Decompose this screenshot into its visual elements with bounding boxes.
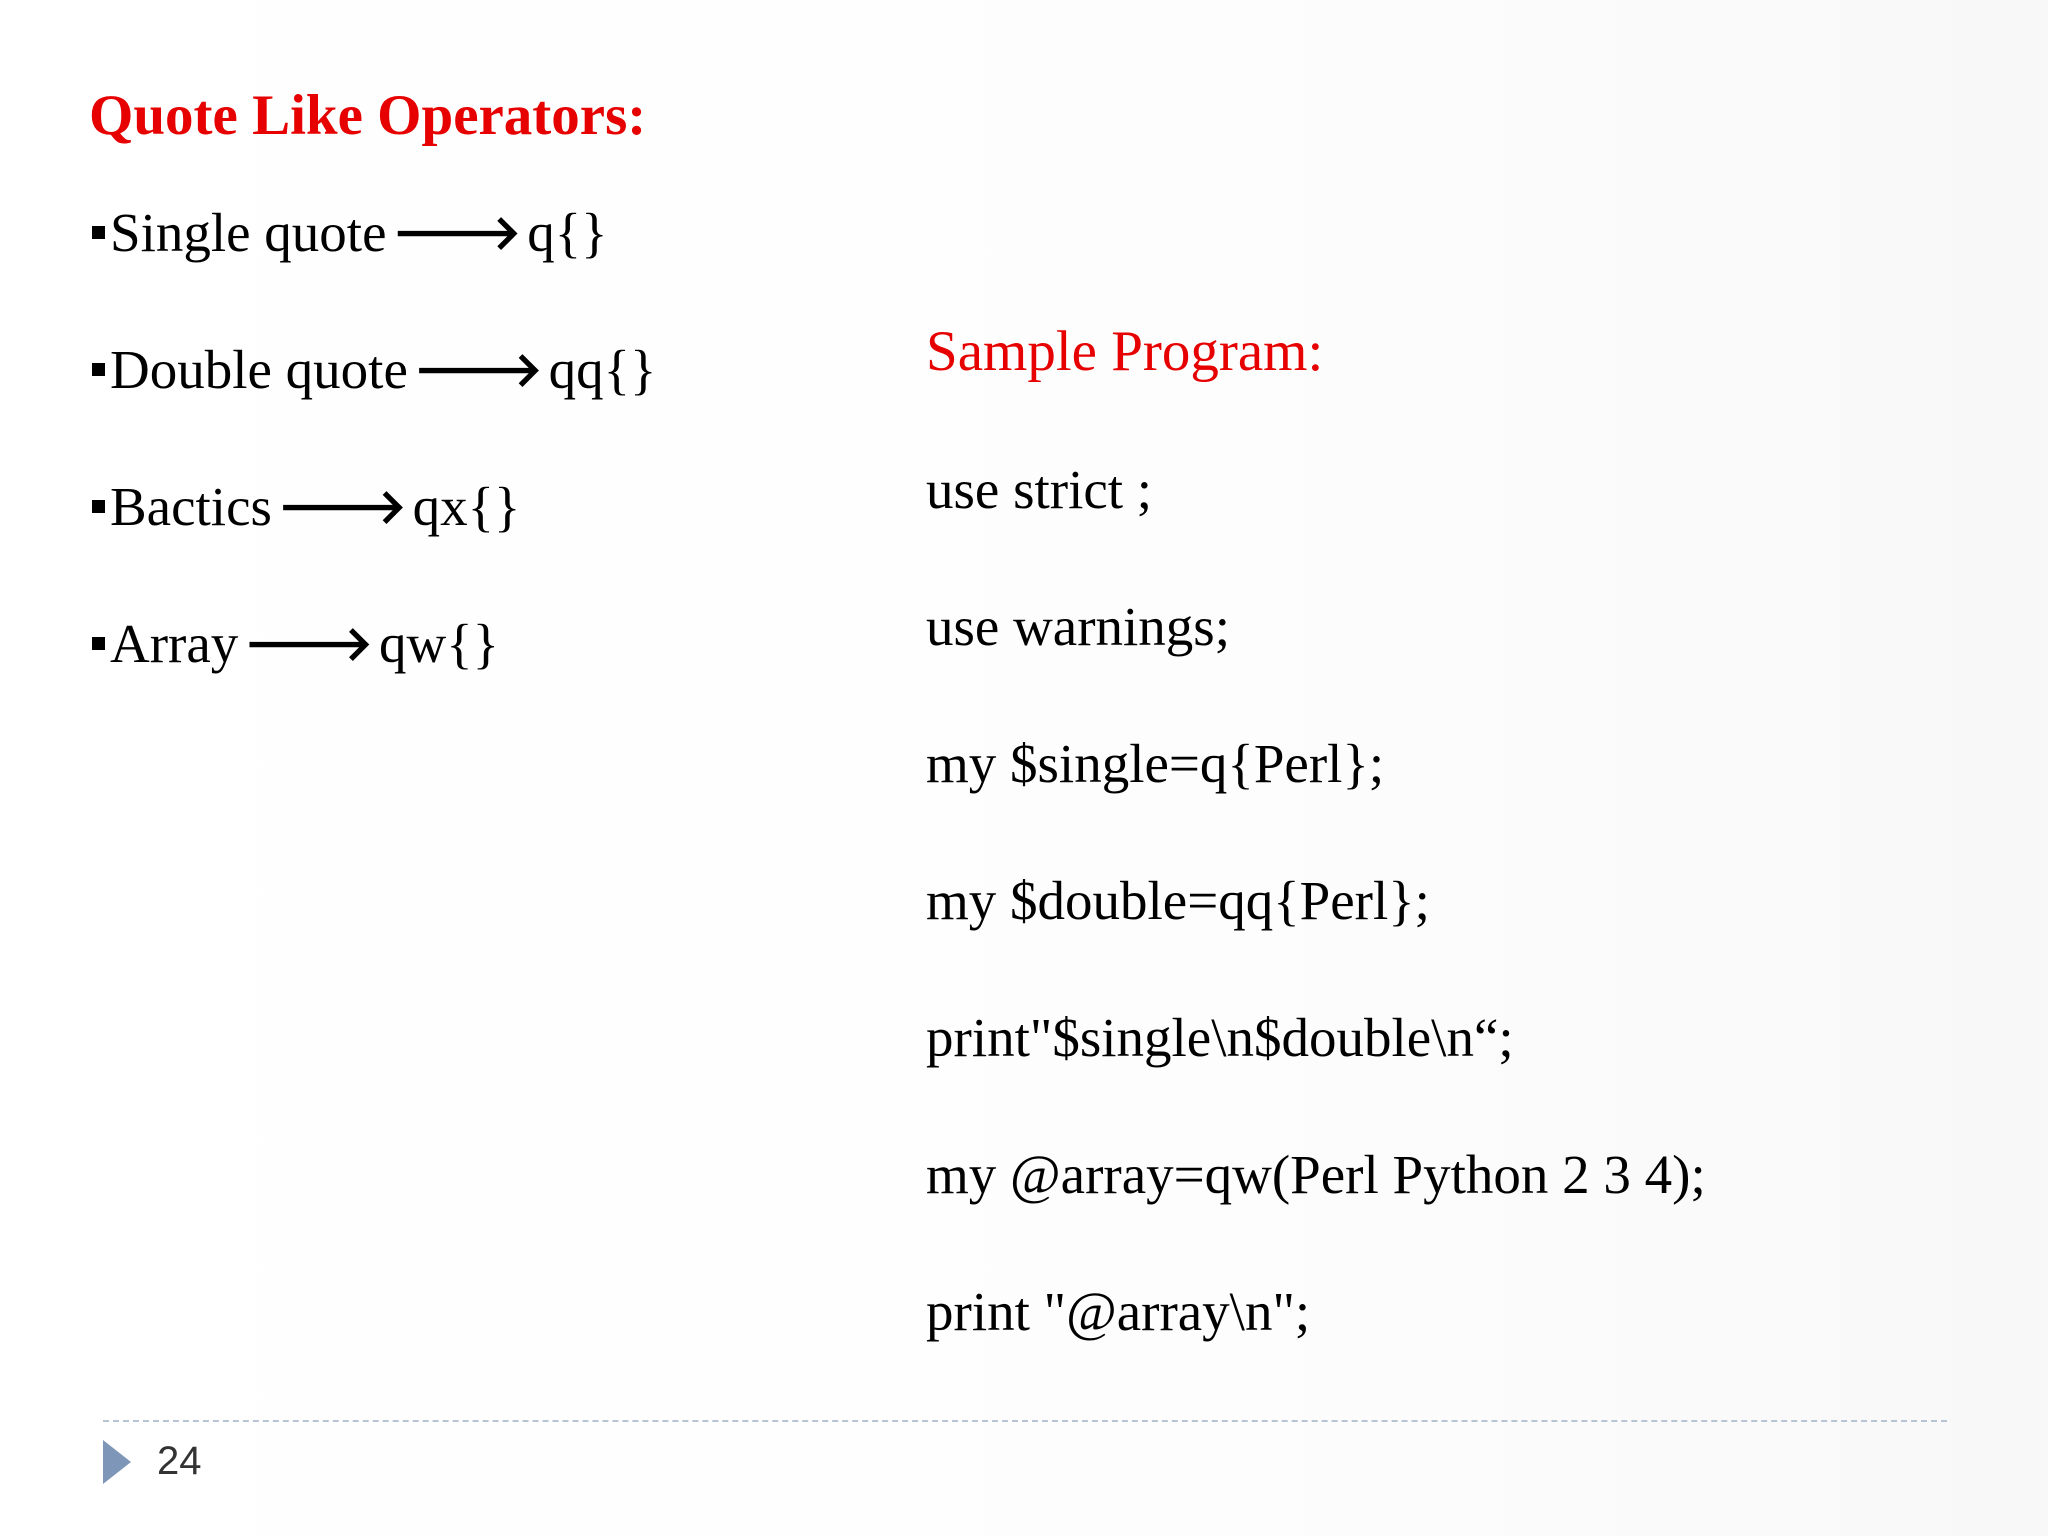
operator-code: qw{}: [378, 613, 500, 674]
operator-label: Single quote: [110, 202, 387, 263]
operator-label: Double quote: [110, 339, 408, 400]
sample-program-heading: Sample Program:: [926, 320, 1324, 383]
sample-program-code: [926, 455, 1706, 1414]
list-item: [92, 609, 656, 746]
code-line: print"$single\n$double\n“;: [926, 1007, 1514, 1068]
triangle-right-icon: [103, 1440, 131, 1484]
right-arrow-icon: 🡒: [244, 616, 373, 672]
bullet-icon: [92, 637, 105, 650]
slide-title: Quote Like Operators:: [89, 84, 647, 147]
code-line: print "@array\n";: [926, 1281, 1311, 1342]
code-line: use strict ;: [926, 459, 1153, 520]
list-item: [92, 472, 656, 609]
list-item: [92, 335, 656, 472]
page-number: 24: [157, 1439, 202, 1483]
bullet-icon: [92, 226, 105, 239]
operator-list: [92, 198, 656, 746]
bullet-icon: [92, 500, 105, 513]
footer-divider: [103, 1420, 1947, 1422]
code-line: my $double=qq{Perl};: [926, 870, 1430, 931]
list-item: [92, 198, 656, 335]
operator-code: qq{}: [548, 339, 657, 400]
operator-label: Array: [110, 613, 239, 674]
operator-label: Bactics: [110, 476, 272, 537]
operator-code: qx{}: [412, 476, 521, 537]
code-line: my @array=qw(Perl Python 2 3 4);: [926, 1144, 1706, 1205]
right-arrow-icon: 🡒: [392, 205, 522, 261]
code-line: my $single=q{Perl};: [926, 733, 1385, 794]
right-arrow-icon: 🡒: [413, 342, 543, 398]
operator-code: q{}: [527, 202, 608, 263]
bullet-icon: [92, 363, 105, 376]
right-arrow-icon: 🡒: [277, 479, 407, 535]
code-line: use warnings;: [926, 596, 1230, 657]
